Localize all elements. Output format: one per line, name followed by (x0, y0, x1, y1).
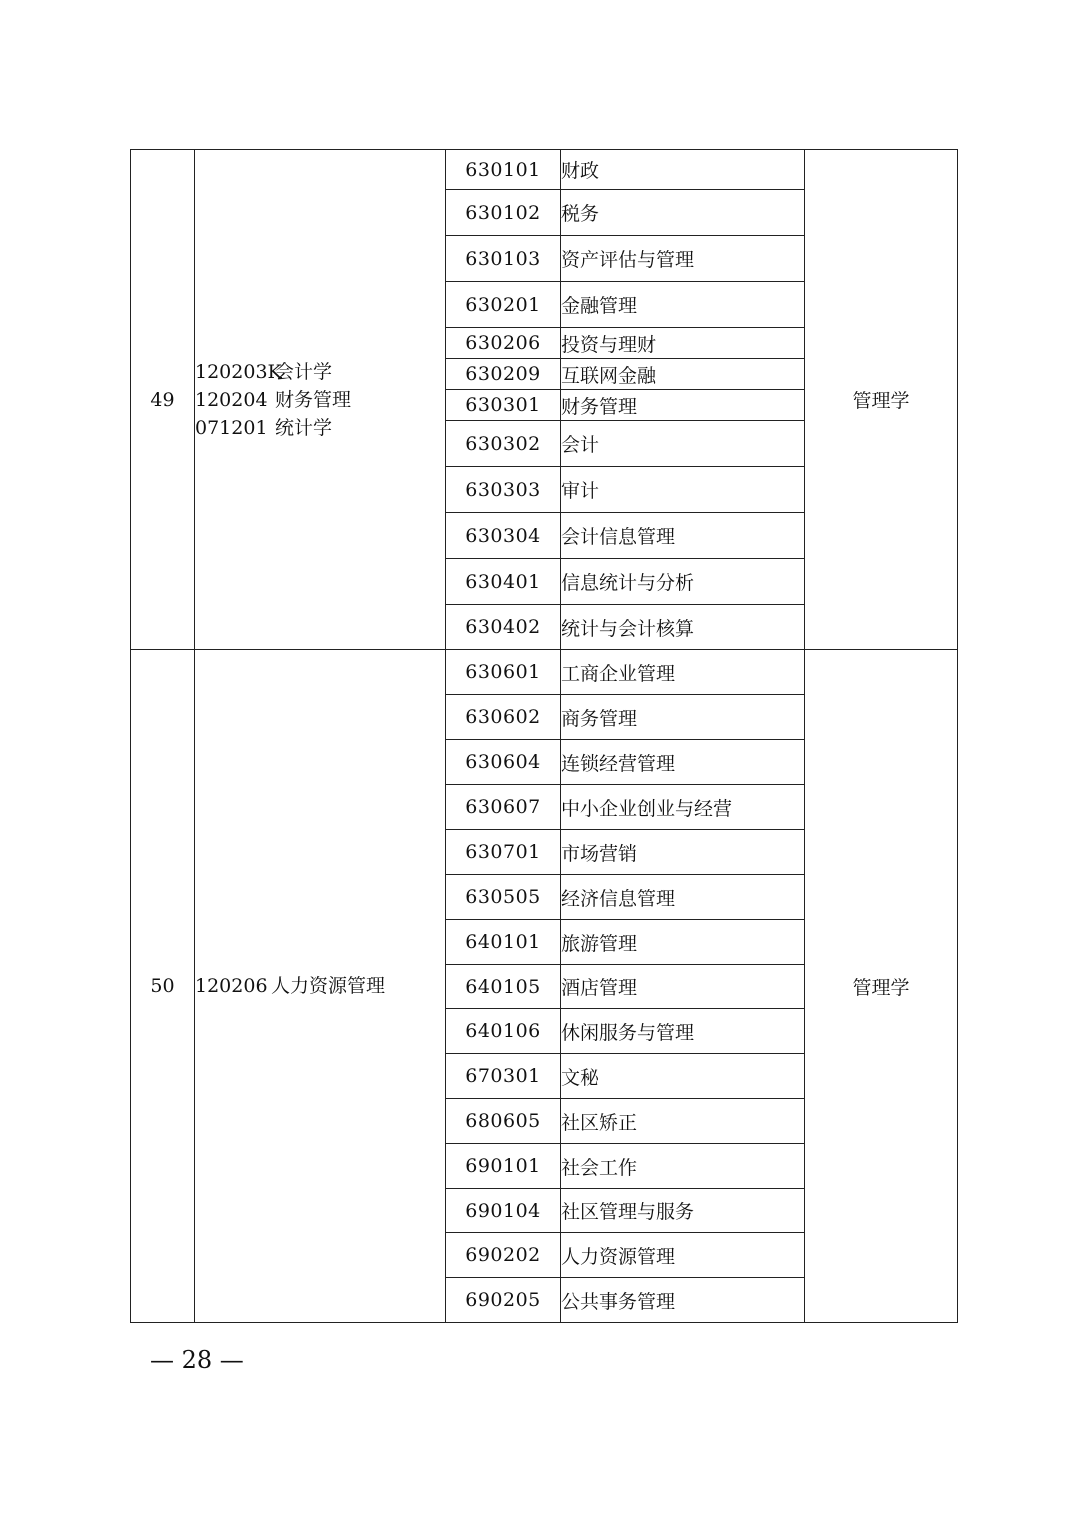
major-code: 680605 (446, 1099, 561, 1144)
major-code: 630103 (446, 236, 561, 282)
major-code: 630601 (446, 650, 561, 695)
major-name: 财政 (561, 150, 805, 190)
major-code: 640101 (446, 920, 561, 965)
major-name: 审计 (561, 467, 805, 513)
page-number: — 28 — (150, 1346, 244, 1374)
undergrad-major: 120203K会计学 (195, 360, 333, 383)
major-name: 会计 (561, 421, 805, 467)
major-name: 中小企业创业与经营 (561, 785, 805, 830)
major-code: 670301 (446, 1054, 561, 1099)
major-code: 630206 (446, 328, 561, 359)
undergrad-major: 120206 人力资源管理 (195, 975, 386, 997)
major-code: 630604 (446, 740, 561, 785)
major-name: 工商企业管理 (561, 650, 805, 695)
major-name: 财务管理 (561, 390, 805, 421)
major-name: 休闲服务与管理 (561, 1009, 805, 1054)
table-row (131, 150, 958, 190)
major-name: 互联网金融 (561, 359, 805, 390)
major-code: 630302 (446, 421, 561, 467)
major-code: 630701 (446, 830, 561, 875)
major-name: 社区矫正 (561, 1099, 805, 1144)
major-name: 信息统计与分析 (561, 559, 805, 605)
major-name: 酒店管理 (561, 965, 805, 1009)
major-name: 投资与理财 (561, 328, 805, 359)
major-code: 630101 (446, 150, 561, 190)
major-code: 630602 (446, 695, 561, 740)
major-code: 690205 (446, 1278, 561, 1323)
major-name: 人力资源管理 (561, 1233, 805, 1278)
discipline-category: 管理学 (805, 650, 958, 1323)
undergrad-majors (195, 150, 446, 650)
major-code: 630402 (446, 605, 561, 650)
major-code: 630301 (446, 390, 561, 421)
major-name: 旅游管理 (561, 920, 805, 965)
major-code: 690104 (446, 1189, 561, 1233)
major-name: 社区管理与服务 (561, 1189, 805, 1233)
major-code: 630304 (446, 513, 561, 559)
major-mapping-table (130, 149, 958, 1323)
major-code: 630505 (446, 875, 561, 920)
major-name: 统计与会计核算 (561, 605, 805, 650)
undergrad-major: 120204 财务管理 (195, 388, 352, 411)
major-code: 630303 (446, 467, 561, 513)
major-name: 经济信息管理 (561, 875, 805, 920)
major-name: 会计信息管理 (561, 513, 805, 559)
major-name: 商务管理 (561, 695, 805, 740)
discipline-category: 管理学 (805, 150, 958, 650)
major-code: 630102 (446, 190, 561, 236)
major-name: 连锁经营管理 (561, 740, 805, 785)
major-code: 640106 (446, 1009, 561, 1054)
major-name: 文秘 (561, 1054, 805, 1099)
major-code: 630401 (446, 559, 561, 605)
major-code: 630209 (446, 359, 561, 390)
undergrad-major: 071201 统计学 (195, 416, 333, 439)
major-code: 640105 (446, 965, 561, 1009)
undergrad-majors (195, 650, 446, 1323)
major-code: 690101 (446, 1144, 561, 1189)
major-name: 税务 (561, 190, 805, 236)
major-name: 金融管理 (561, 282, 805, 328)
major-name: 市场营销 (561, 830, 805, 875)
major-name: 社会工作 (561, 1144, 805, 1189)
major-name: 资产评估与管理 (561, 236, 805, 282)
major-name: 公共事务管理 (561, 1278, 805, 1323)
major-code: 630201 (446, 282, 561, 328)
major-code: 690202 (446, 1233, 561, 1278)
group-number: 50 (131, 650, 195, 1323)
major-code: 630607 (446, 785, 561, 830)
table-row (131, 650, 958, 695)
group-number: 49 (131, 150, 195, 650)
